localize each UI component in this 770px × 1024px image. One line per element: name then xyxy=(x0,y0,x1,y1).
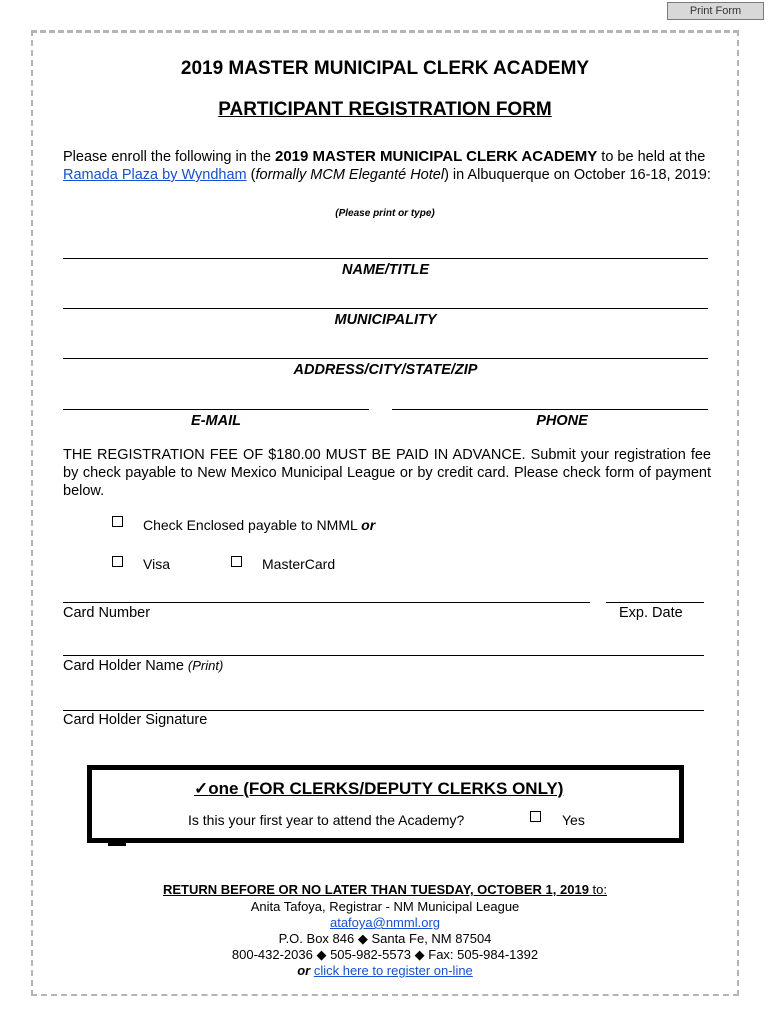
print-note-inline: (Print) xyxy=(187,658,224,673)
address-label: ADDRESS/CITY/STATE/ZIP xyxy=(293,362,478,378)
checkmark-icon: ✓ xyxy=(194,779,209,798)
check-enclosed-label xyxy=(143,517,375,533)
intro-paragraph xyxy=(63,148,711,184)
box-tab-mark xyxy=(108,843,126,846)
check-enclosed-checkbox[interactable] xyxy=(112,516,123,527)
clerks-heading-text: one (FOR CLERKS/DEPUTY CLERKS ONLY) xyxy=(208,779,564,798)
register-online-link[interactable]: click here to register on-line xyxy=(313,963,473,978)
email-label: E-MAIL xyxy=(191,413,241,429)
registrar-email-link[interactable]: atafoya@nmml.org xyxy=(329,915,441,930)
deadline-text: RETURN BEFORE OR NO LATER THAN TUESDAY, OCTOBER 1, 2019 xyxy=(162,882,589,897)
or-text: or xyxy=(361,517,376,533)
page-title: 2019 MASTER MUNICIPAL CLERK ACADEMY xyxy=(180,58,590,79)
academy-name: 2019 MASTER MUNICIPAL CLERK ACADEMY xyxy=(275,148,598,165)
venue-link[interactable]: Ramada Plaza by Wyndham xyxy=(63,167,247,183)
form-subtitle: PARTICIPANT REGISTRATION FORM xyxy=(218,99,552,120)
check-enclosed-text: Check Enclosed payable to NMML xyxy=(143,517,362,533)
return-deadline xyxy=(0,882,770,898)
print-note: (Please print or type) xyxy=(335,208,435,219)
email-line[interactable] xyxy=(63,409,369,410)
card-number-label: Card Number xyxy=(63,605,151,621)
first-year-question: Is this your first year to attend the Academy? xyxy=(188,812,465,828)
exp-date-label: Exp. Date xyxy=(619,605,683,621)
phone-label: PHONE xyxy=(536,413,588,429)
visa-checkbox[interactable] xyxy=(112,556,123,567)
print-form-button[interactable]: Print Form xyxy=(667,2,764,20)
municipality-label: MUNICIPALITY xyxy=(334,312,437,328)
phone-line[interactable] xyxy=(392,409,708,410)
card-holder-text: Card Holder Name xyxy=(63,658,188,674)
signature-line[interactable] xyxy=(63,710,704,711)
intro-text-1: Please enroll the following in the xyxy=(63,149,275,165)
mastercard-checkbox[interactable] xyxy=(231,556,242,567)
clerks-only-box xyxy=(87,765,684,843)
mailing-address: P.O. Box 846 ◆ Santa Fe, NM 87504 xyxy=(278,931,492,946)
registrar-email-row xyxy=(0,915,770,931)
mastercard-label: MasterCard xyxy=(262,556,336,572)
intro-text-2: to be held at the xyxy=(597,149,706,165)
clerks-box-heading xyxy=(194,779,563,799)
municipality-line[interactable] xyxy=(63,308,708,309)
exp-date-line[interactable] xyxy=(606,602,704,603)
visa-label: Visa xyxy=(143,556,170,572)
fee-paragraph: THE REGISTRATION FEE OF $180.00 MUST BE PAID IN ADVANCE. Submit your registration fee by check payable to New Mexico Municipal League or by credit card. Please check form of payment below. xyxy=(63,447,711,499)
card-holder-label xyxy=(63,658,223,674)
phone-numbers: 800-432-2036 ◆ 505-982-5573 ◆ Fax: 505-984-1392 xyxy=(231,947,539,962)
registrar-name: Anita Tafoya, Registrar - NM Municipal League xyxy=(250,899,520,914)
deadline-to: to: xyxy=(588,882,607,897)
intro-text-4: ) in Albuquerque on October 16-18, 2019: xyxy=(444,167,711,183)
online-row xyxy=(0,963,770,979)
intro-text-3: ( xyxy=(246,167,256,183)
name-title-label: NAME/TITLE xyxy=(342,262,429,278)
card-number-line[interactable] xyxy=(63,602,590,603)
name-title-line[interactable] xyxy=(63,258,708,259)
yes-label: Yes xyxy=(562,812,585,828)
online-or: or xyxy=(297,963,311,978)
address-line[interactable] xyxy=(63,358,708,359)
former-hotel-name: formally MCM Eleganté Hotel xyxy=(255,167,445,183)
signature-label: Card Holder Signature xyxy=(63,712,208,728)
first-year-yes-checkbox[interactable] xyxy=(530,811,541,822)
card-holder-line[interactable] xyxy=(63,655,704,656)
